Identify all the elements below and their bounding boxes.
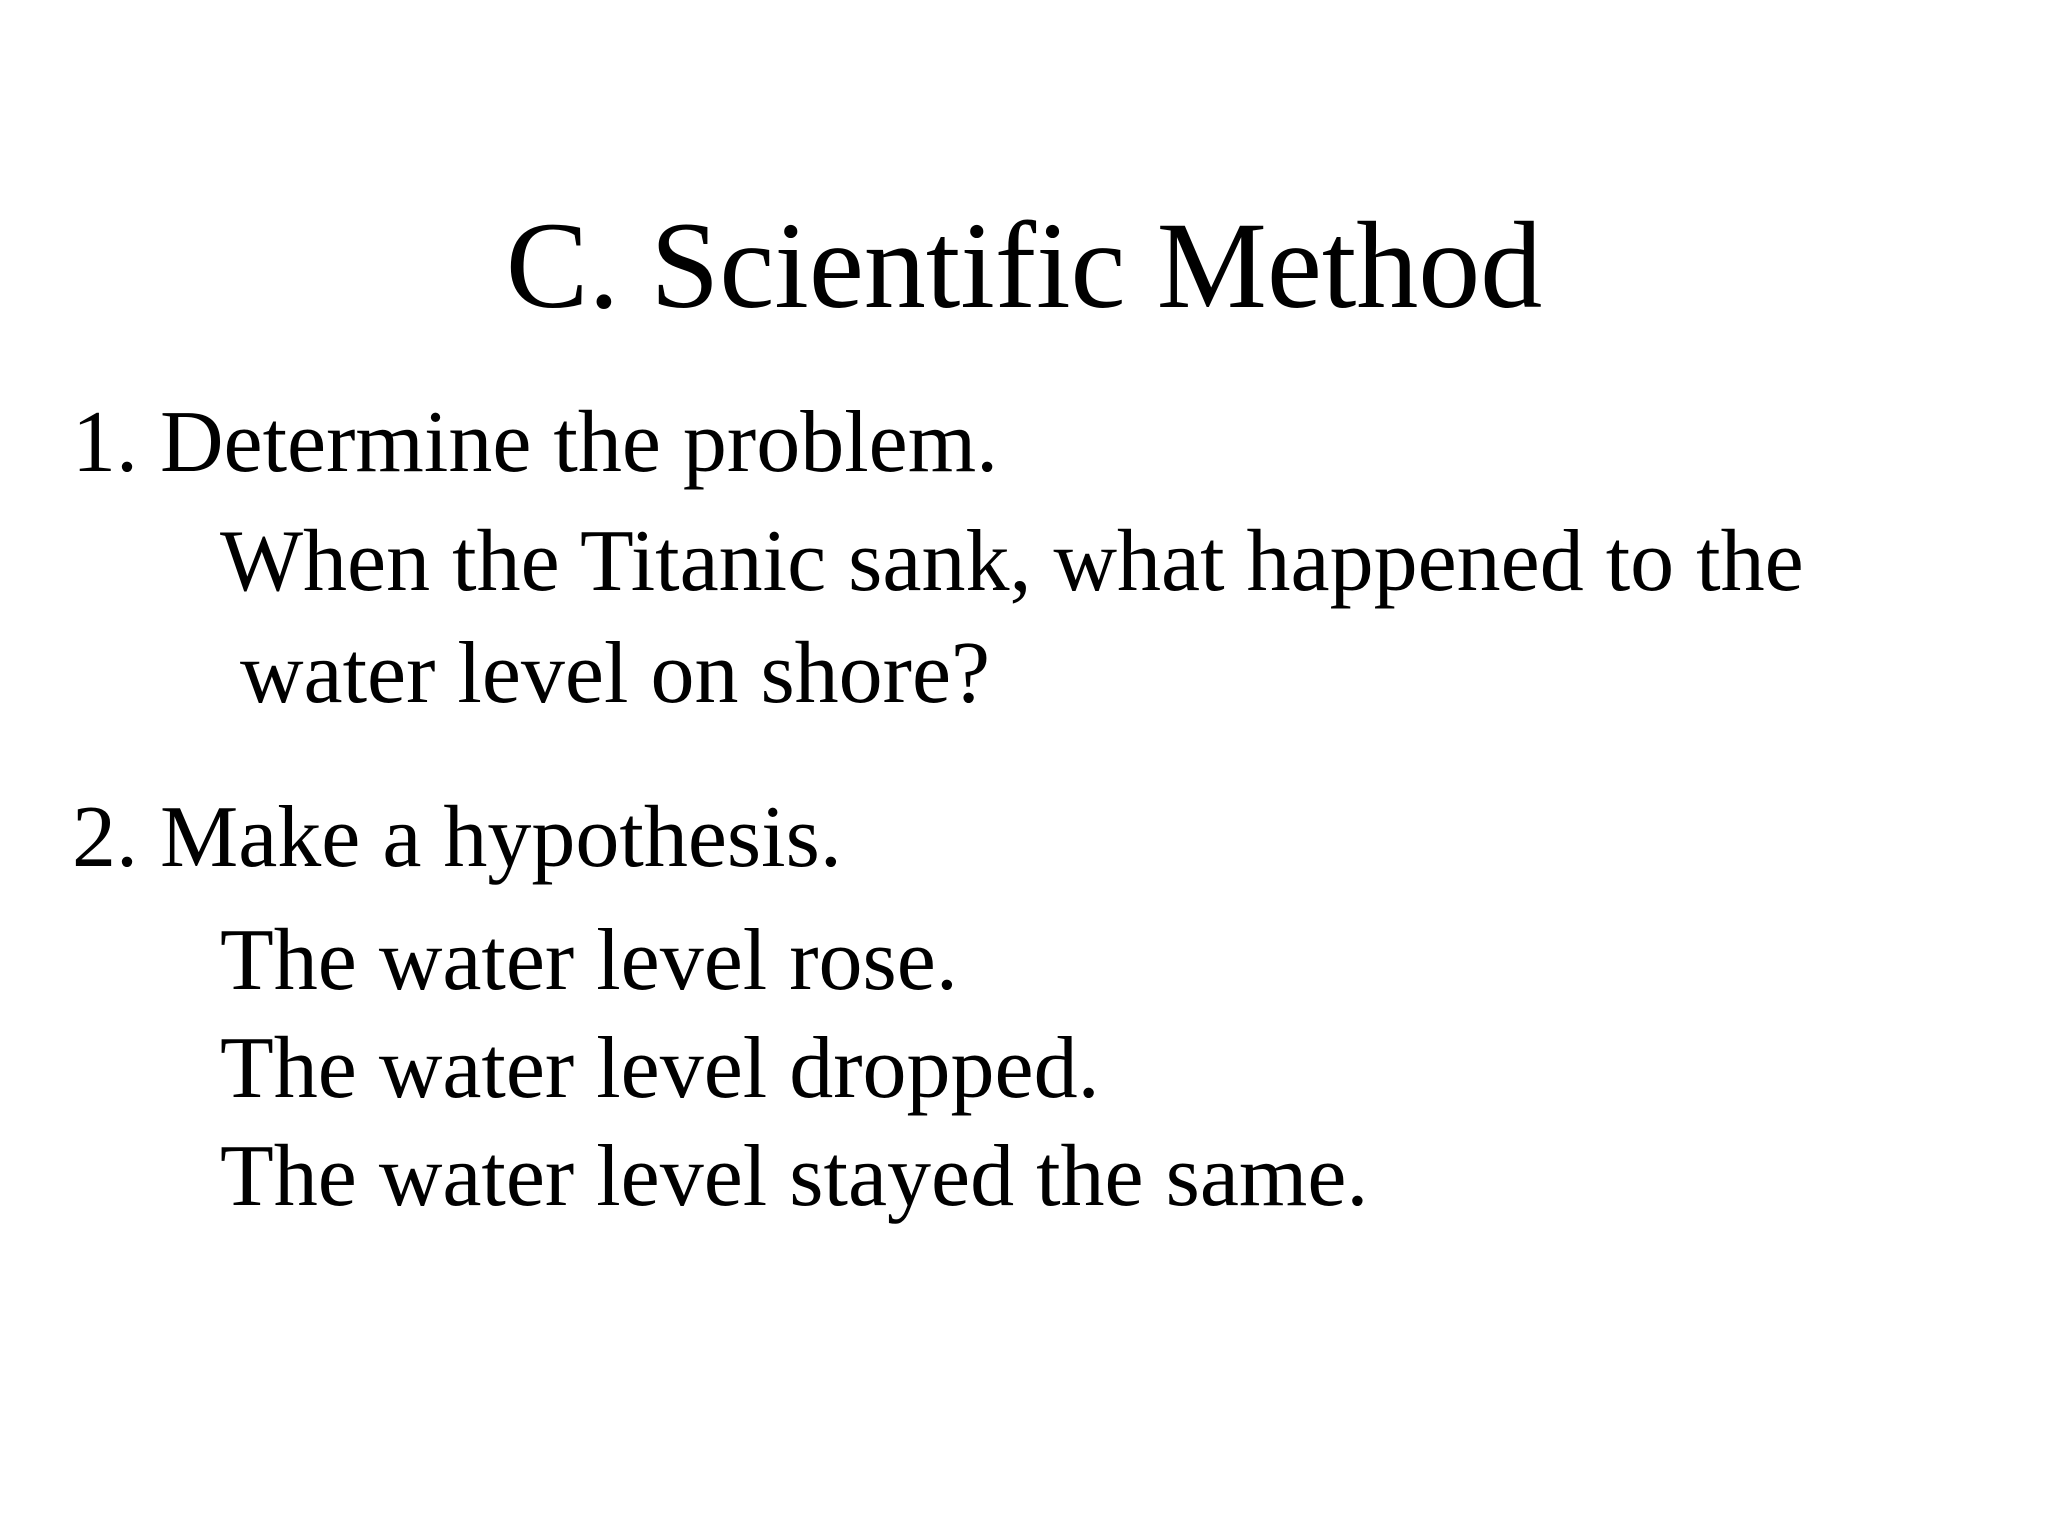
step-1-body-line-2: water level on shore? xyxy=(240,625,991,722)
hypothesis-option-3: The water level stayed the same. xyxy=(220,1128,1369,1225)
step-2-heading: 2. Make a hypothesis. xyxy=(72,789,842,886)
slide-title: C. Scientific Method xyxy=(505,197,1543,334)
step-1-body-line-1: When the Titanic sank, what happened to the xyxy=(220,513,1804,610)
hypothesis-option-2: The water level dropped. xyxy=(220,1020,1100,1117)
step-1-heading: 1. Determine the problem. xyxy=(72,394,999,491)
hypothesis-option-1: The water level rose. xyxy=(220,912,958,1009)
